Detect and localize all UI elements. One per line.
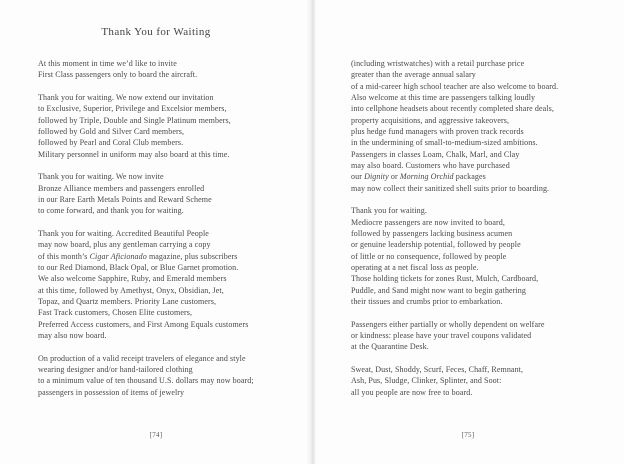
- page-number-left: [74]: [149, 431, 163, 439]
- page-title: Thank You for Waiting: [101, 26, 211, 38]
- poem-stanza: [38, 92, 300, 160]
- poem-line-segment: Military personnel in uniform may also board at this time.: [38, 149, 230, 159]
- poem-line: [38, 92, 300, 103]
- poem-line-segment: of little or no consequence, followed by people: [351, 251, 507, 261]
- poem-line: [38, 115, 300, 126]
- poem-line-segment: followed by passengers lacking business acumen: [351, 228, 513, 238]
- poem-line-segment: Thank you for waiting. We now extend our invitation: [38, 92, 214, 102]
- poem-line: [38, 183, 300, 194]
- poem-line-segment: into cellphone headsets about recently completed share deals,: [351, 104, 554, 114]
- poem-line-segment: followed by Pearl and Coral Club members.: [38, 138, 184, 148]
- poem-line-segment: or genuine leadership potential, followed by people: [351, 240, 521, 250]
- poem-line: [351, 81, 613, 92]
- poem-line-segment: of this month’s: [38, 251, 90, 261]
- poem-line: [351, 115, 613, 126]
- poem-line: [351, 319, 613, 330]
- poem-line-segment: Also welcome at this time are passengers talking loudly: [351, 92, 536, 102]
- poem-line: [38, 296, 300, 307]
- poem-line: [351, 273, 613, 284]
- poem-line-segment: passengers in possession of items of jewelry: [38, 387, 185, 397]
- poem-line-segment: greater than the average annual salary: [351, 70, 476, 80]
- poem-line: [351, 103, 613, 114]
- poem-line: [38, 330, 300, 341]
- poem-line-segment: to a minimum value of ten thousand U.S. dollars may now board;: [38, 376, 254, 386]
- poem-line-segment: Thank you for waiting.: [351, 206, 427, 216]
- poem-line-segment: their tissues and crumbs prior to embarkation.: [351, 296, 503, 306]
- poem-line-segment-italic: as: [445, 262, 453, 272]
- poem-line: [351, 149, 613, 160]
- page-number-right: [75]: [461, 431, 475, 439]
- poem-line: [38, 375, 300, 386]
- poem-line-segment: Fast Track customers, Chosen Elite customers,: [38, 308, 193, 318]
- poem-line: [38, 251, 300, 262]
- poem-line: [38, 307, 300, 318]
- poem-line: [351, 205, 613, 216]
- poem-line-segment: Those holding tickets for zones Rust, Mulch, Cardboard,: [351, 274, 539, 284]
- poem-line-segment: Bronze Alliance members and passengers enrolled: [38, 183, 205, 193]
- poem-line: [351, 285, 613, 296]
- poem-line: [351, 137, 613, 148]
- poem-stanza: [38, 171, 300, 216]
- poem-line: [351, 251, 613, 262]
- poem-text-right: [351, 58, 613, 398]
- poem-line: [38, 69, 300, 80]
- poem-line-segment: Passengers either partially or wholly dependent on welfare: [351, 319, 545, 329]
- poem-line: [351, 228, 613, 239]
- poem-line-segment: Preferred Access customers, and First Among Equals customers: [38, 319, 249, 329]
- poem-line: [38, 319, 300, 330]
- poem-stanza: [38, 58, 300, 81]
- poem-line-segment-italic: Morning Orchid: [399, 172, 454, 182]
- poem-line-segment-italic: Dignity: [364, 172, 389, 182]
- poem-line: [351, 92, 613, 103]
- poem-line-segment: Puddle, and Sand might now want to begin gathering: [351, 285, 526, 295]
- poem-line: [38, 228, 300, 239]
- poem-line: [351, 69, 613, 80]
- poem-line: [351, 183, 613, 194]
- poem-line-segment: Topaz, and Quartz members. Priority Lane customers,: [38, 296, 217, 306]
- poem-line-segment: wearing designer and/or hand-tailored clothing: [38, 364, 193, 374]
- poem-line: [38, 149, 300, 160]
- poem-stanza: [351, 58, 613, 194]
- poem-line: [38, 126, 300, 137]
- poem-line: [38, 387, 300, 398]
- poem-line-segment: Mediocre passengers are now invited to board,: [351, 217, 506, 227]
- poem-line-segment: operating at a net fiscal loss: [351, 262, 446, 272]
- poem-line-segment: of a mid-career high school teacher are also welcome to board.: [351, 81, 559, 91]
- poem-text-left: [38, 58, 300, 398]
- poem-line-segment: At this moment in time we’d like to invite: [38, 59, 177, 68]
- poem-line: [38, 194, 300, 205]
- poem-line: [38, 285, 300, 296]
- poem-line: [351, 126, 613, 137]
- poem-line-segment: may also board. Customers who have purchased: [351, 160, 510, 170]
- poem-line: [351, 217, 613, 228]
- poem-line: [351, 341, 613, 352]
- poem-line: [351, 296, 613, 307]
- poem-line: [38, 273, 300, 284]
- poem-line-segment: in the undermining of small-to-medium-sized ambitions.: [351, 138, 538, 148]
- poem-line-segment-italic: Cigar Aficionado: [89, 251, 147, 261]
- poem-line: [351, 58, 613, 69]
- poem-line-segment: in our Rare Earth Metals Points and Reward Scheme: [38, 194, 212, 204]
- poem-line-segment: or: [388, 172, 400, 182]
- poem-line-segment: Ash, Pus, Sludge, Clinker, Splinter, and Soot:: [351, 376, 502, 386]
- poem-line-segment: may also now board.: [38, 330, 107, 340]
- poem-line: [38, 58, 300, 69]
- poem-line: [38, 353, 300, 364]
- poem-line-segment: at this time, followed by Amethyst, Onyx, Obsidian, Jet,: [38, 285, 224, 295]
- poem-line-segment: We also welcome Sapphire, Ruby, and Emerald members: [38, 274, 227, 284]
- poem-line-segment: followed by Gold and Silver Card members,: [38, 126, 185, 136]
- poem-line-segment: all you people are now free to board.: [351, 387, 473, 397]
- poem-line-segment: On production of a valid receipt travelers of elegance and style: [38, 353, 246, 363]
- poem-line-segment: may now board, plus any gentleman carrying a copy: [38, 240, 211, 250]
- poem-line: [38, 137, 300, 148]
- poem-line: [38, 239, 300, 250]
- poem-line-segment: may now collect their sanitized shell suits prior to boarding.: [351, 183, 550, 193]
- poem-line-segment: packages: [453, 172, 486, 182]
- poem-line-segment: plus hedge fund managers with proven track records: [351, 126, 524, 136]
- poem-stanza: [351, 319, 613, 353]
- poem-line: [38, 103, 300, 114]
- poem-line: [38, 205, 300, 216]
- poem-stanza: [38, 353, 300, 398]
- poem-line-segment: or kindness: please have your travel coupons validated: [351, 330, 532, 340]
- page-right: [312, 0, 624, 464]
- poem-line-segment: Thank you for waiting. We now invite: [38, 172, 164, 182]
- poem-line: [351, 160, 613, 171]
- poem-stanza: [351, 205, 613, 307]
- poem-line-segment: to come forward, and thank you for waiting.: [38, 206, 184, 216]
- poem-line-segment: to Exclusive, Superior, Privilege and Excelsior members,: [38, 104, 227, 114]
- poem-line: [351, 262, 613, 273]
- poem-line-segment: magazine, plus subscribers: [146, 251, 238, 261]
- poem-line-segment: people.: [452, 262, 479, 272]
- poem-line-segment: Thank you for waiting. Accredited Beautiful People: [38, 228, 209, 238]
- poem-line: [38, 171, 300, 182]
- poem-line: [351, 387, 613, 398]
- poem-line-segment: First Class passengers only to board the aircraft.: [38, 70, 198, 80]
- poem-line-segment: to our Red Diamond, Black Opal, or Blue Garnet promotion.: [38, 262, 239, 272]
- poem-line-segment: property acquisitions, and aggressive takeovers,: [351, 115, 510, 125]
- poem-line: [351, 375, 613, 386]
- poem-line: [38, 262, 300, 273]
- poem-line: [38, 364, 300, 375]
- poem-line-segment: (including wristwatches) with a retail purchase price: [351, 59, 525, 68]
- poem-line: [351, 239, 613, 250]
- poem-line-segment: our: [351, 172, 365, 182]
- poem-line: [351, 171, 613, 182]
- poem-line: [351, 364, 613, 375]
- poem-stanza: [351, 364, 613, 398]
- poem-line-segment: at the Quarantine Desk.: [351, 342, 429, 352]
- poem-line-segment: Sweat, Dust, Shoddy, Scurf, Feces, Chaff, Remnant,: [351, 364, 524, 374]
- poem-stanza: [38, 228, 300, 341]
- poem-line: [351, 330, 613, 341]
- poem-line-segment: followed by Triple, Double and Single Platinum members,: [38, 115, 231, 125]
- poem-line-segment: Passengers in classes Loam, Chalk, Marl, and Clay: [351, 149, 520, 159]
